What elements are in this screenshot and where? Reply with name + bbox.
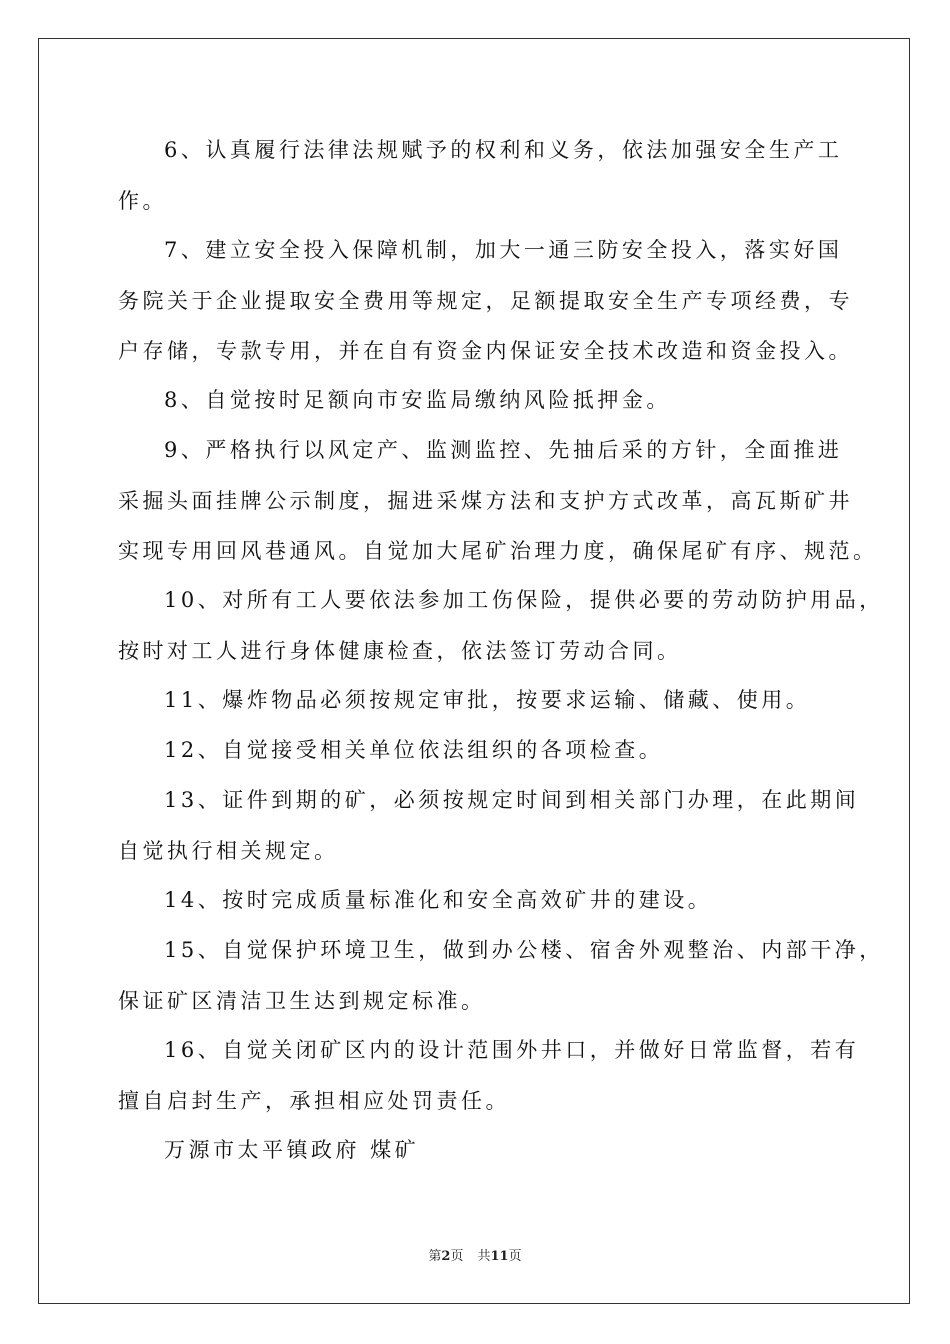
paragraph-7-line-3: 户存储，专款专用，并在自有资金内保证安全技术改造和资金投入。 <box>118 339 853 363</box>
page-suffix: 页 <box>450 1249 464 1264</box>
paragraph-15-line-2: 保证矿区清洁卫生达到规定标准。 <box>118 989 486 1013</box>
paragraph-8-line-1: 8、自觉按时足额向市安监局缴纳风险抵押金。 <box>164 388 671 412</box>
paragraph-7-line-2: 务院关于企业提取安全费用等规定，足额提取安全生产专项经费，专 <box>118 289 853 313</box>
paragraph-16-line-1: 16、自觉关闭矿区内的设计范围外井口，并做好日常监督，若有 <box>164 1038 860 1062</box>
paragraph-6-line-1: 6、认真履行法律法规赋予的权利和义务，依法加强安全生产工 <box>164 138 843 162</box>
paragraph-13-line-1: 13、证件到期的矿，必须按规定时间到相关部门办理，在此期间 <box>164 788 860 812</box>
paragraph-10-line-2: 按时对工人进行身体健康检查，依法签订劳动合同。 <box>118 639 682 663</box>
paragraph-10-line-1: 10、对所有工人要依法参加工伤保险，提供必要的劳动防护用品， <box>164 588 884 612</box>
paragraph-14-line-1: 14、按时完成质量标准化和安全高效矿井的建设。 <box>164 888 713 912</box>
paragraph-11-line-1: 11、爆炸物品必须按规定审批，按要求运输、储藏、使用。 <box>164 688 811 712</box>
paragraph-12-line-1: 12、自觉接受相关单位依法组织的各项检查。 <box>164 738 664 762</box>
paragraph-6-line-2: 作。 <box>118 189 167 213</box>
total-pages: 11 <box>490 1249 509 1264</box>
page-number: 2 <box>441 1249 451 1264</box>
paragraph-13-line-2: 自觉执行相关规定。 <box>118 839 339 863</box>
paragraph-16-line-2: 擅自启封生产，承担相应处罚责任。 <box>118 1089 510 1113</box>
paragraph-9-line-3: 实现专用回风巷通风。自觉加大尾矿治理力度，确保尾矿有序、规范。 <box>118 539 878 563</box>
paragraph-7-line-1: 7、建立安全投入保障机制，加大一通三防安全投入，落实好国 <box>164 238 843 262</box>
page-footer <box>0 1245 950 1264</box>
total-suffix: 页 <box>508 1249 522 1264</box>
paragraph-15-line-1: 15、自觉保护环境卫生，做到办公楼、宿舍外观整治、内部干净， <box>164 938 884 962</box>
paragraph-9-line-1: 9、严格执行以风定产、监测监控、先抽后采的方针，全面推进 <box>164 438 843 462</box>
total-prefix: 共 <box>477 1249 491 1264</box>
signature-line: 万源市太平镇政府 煤矿 <box>164 1138 420 1162</box>
paragraph-9-line-2: 采掘头面挂牌公示制度，掘进采煤方法和支护方式改革，高瓦斯矿井 <box>118 489 853 513</box>
page-prefix: 第 <box>428 1249 442 1264</box>
